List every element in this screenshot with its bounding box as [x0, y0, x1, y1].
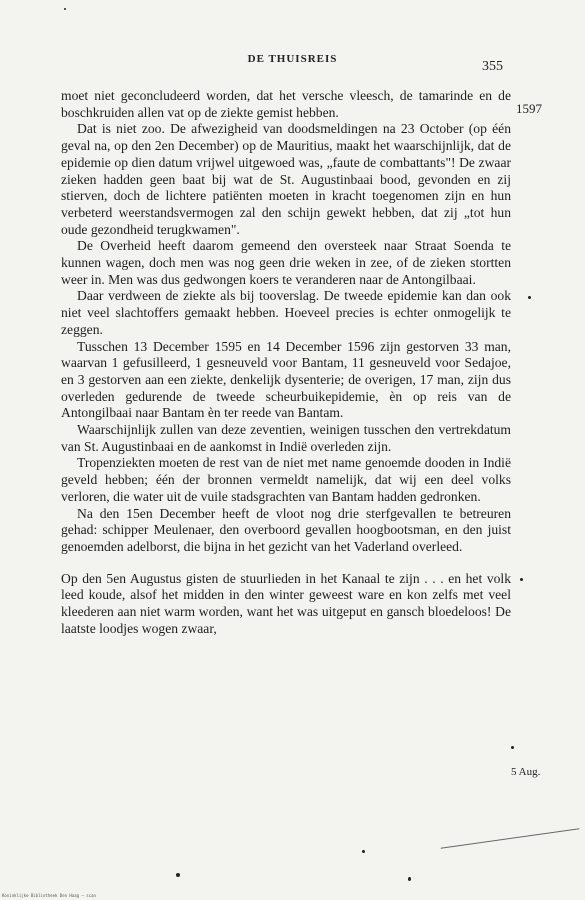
scan-speck [528, 296, 531, 299]
scan-footer: Koninklijke Bibliotheek Den Haag — scan [2, 893, 96, 898]
paragraph: Tusschen 13 December 1595 en 14 December 1596 zijn gestorven 33 man, waarvan 1 gefusilleerd, 1 gesneuveld voor Bantam, 11 gesneuveld voor Sedajoe, en 3 gestorven aan een ziekte, denkelijk dysenterie; de overigen, 17 man, zijn dus overleden gedurende de tweede scheurbuikepidemie, èn op reis van de Antongilbaai naar Bantam èn ter reede van Bantam. [61, 338, 511, 421]
scan-speck [520, 578, 523, 581]
page-number: 355 [482, 59, 503, 74]
scan-speck [362, 850, 365, 853]
paragraph: Daar verdween de ziekte als bij tooverslag. De tweede epidemie kan dan ook niet veel slachtoffers gemaakt hebben. Hoeveel precies is echter onmogelijk te zeggen. [61, 288, 511, 337]
paragraph: moet niet geconcludeerd worden, dat het versche vleesch, de tamarinde en de boschkruiden allen vat op de ziekte gemist hebben. [61, 88, 511, 120]
scan-mark [441, 828, 580, 848]
paragraph: Tropenziekten moeten de rest van de niet met name genoemde dooden in Indië geveld hebben; één der bronnen vermeldt namelijk, dat wij een deel volks verloren, die water uit de vuile stadsgrachten van Bantam hadden gedronken. [61, 455, 511, 504]
margin-note-date: 5 Aug. [511, 766, 541, 778]
paragraph: Op den 5en Augustus gisten de stuurlieden in het Kanaal te zijn . . . en het volk leed koude, alsof het midden in den winter geweest ware en kon zelfs met veel kleederen aan niet warm worden, want het was uitgeput en gansch bloedeloos! De laatste loodjes wogen zwaar, [61, 570, 511, 636]
scan-speck [511, 746, 514, 749]
paragraph: Waarschijnlijk zullen van deze zeventien, weinigen tusschen den vertrekdatum van St. Augustinbaai en de aankomst in Indië overleden zijn. [61, 422, 511, 454]
body-text [61, 88, 511, 638]
paragraph: Na den 15en December heeft de vloot nog drie sterfgevallen te betreuren gehad: schipper Meulenaer, den overboord gevallen hoogbootsman, en den juist genoemden adelborst, die bijna in het gezicht van het Vaderland overleed. [61, 505, 511, 554]
running-header: DE THUISREIS [247, 53, 338, 65]
paragraph: De Overheid heeft daarom gemeend den oversteek naar Straat Soenda te kunnen wagen, doch men was nog geen drie weken in zee, of de zieken stortten weer in. Men was dus gedwongen koers te veranderen naar de Antongilbaai. [61, 238, 511, 287]
scan-speck [176, 873, 180, 877]
paragraph: Dat is niet zoo. De afwezigheid van doodsmeldingen na 23 October (op één geval na, op den 2en December) op de Mauritius, maakt het waarschijnlijk, dat de epidemie op dien datum vrijwel uitgewoed was, „faute de combattants"! De zwaar zieken hadden geen baat bij wat de St. Augustinbaai bood, gevonden en zij stierven, doch de lichtere patiënten moeten in kracht toegenomen zijn en hun verbeterd weerstandsvermogen zal den schijn gewekt hebben, dat zij „tot hun oude gezondheid terugkwamen". [61, 121, 511, 237]
margin-note-year: 1597 [516, 101, 542, 116]
scan-speck [408, 877, 411, 881]
scan-speck [64, 8, 66, 10]
